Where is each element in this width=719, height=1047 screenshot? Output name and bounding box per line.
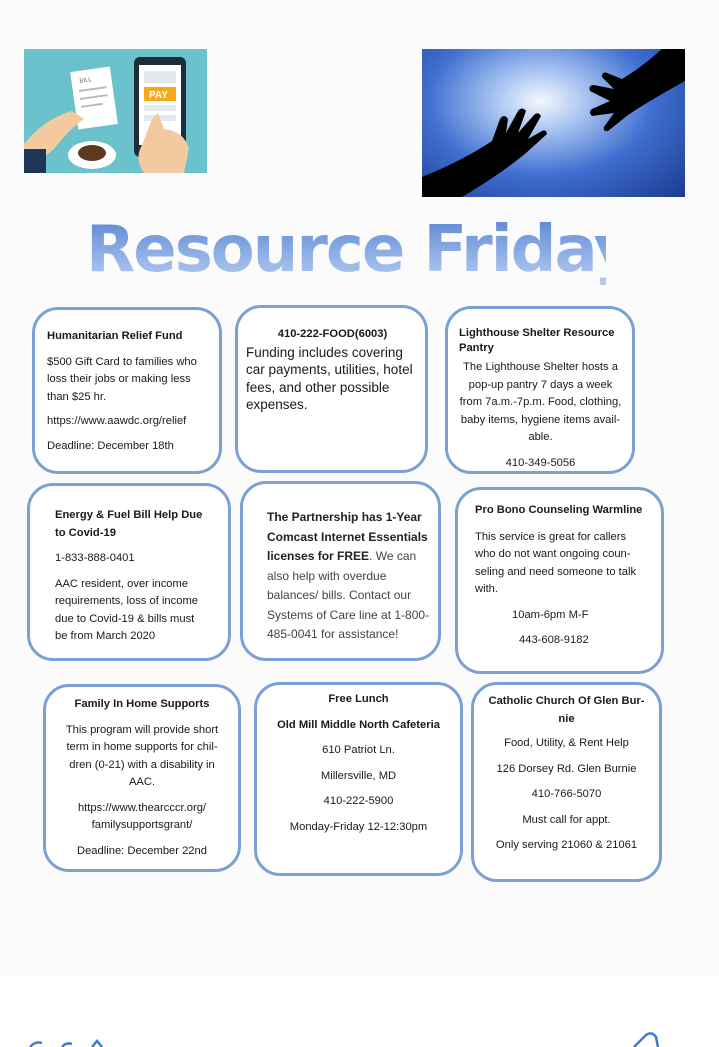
card-help: Food, Utility, & Rent Help bbox=[504, 737, 629, 749]
card-body: This service is great for callers who do not want ongoing coun-seling and need someone to talk with. bbox=[475, 530, 637, 595]
bill-payment-illustration bbox=[24, 49, 207, 173]
card-subtitle: Old Mill Middle North Cafeteria bbox=[277, 718, 440, 731]
card-address: 126 Dorsey Rd. Glen Burnie bbox=[496, 762, 637, 775]
card-phone: 1-833-888-0401 bbox=[55, 552, 135, 564]
card-title: Energy & Fuel Bill Help Due to Covid-19 bbox=[55, 509, 203, 539]
card-title: Pro Bono Counseling Warmline bbox=[475, 504, 643, 516]
card-lighthouse-pantry bbox=[445, 306, 635, 474]
card-title: 410-222-FOOD(6003) bbox=[277, 328, 388, 340]
card-phone: 410-766-5070 bbox=[531, 788, 602, 800]
card-title: The Partnership has 1-Year Comcast Internet Essentials licenses for FREE bbox=[267, 510, 428, 563]
pay-label: PAY bbox=[149, 90, 168, 101]
card-body: $500 Gift Card to families who loss their jobs or making less than $25 hr. bbox=[47, 355, 197, 403]
card-deadline: Deadline: December 22nd bbox=[77, 844, 207, 857]
card-city: Millersville, MD bbox=[320, 769, 397, 782]
card-energy-fuel bbox=[27, 483, 231, 661]
card-deadline: Deadline: December 18th bbox=[47, 439, 174, 452]
card-body: . We can also help with overdue balances/ bills. Contact our Systems of Care line at 1-800-485-0041 for assistance! bbox=[267, 549, 430, 641]
card-body: AAC resident, over income requirements, loss of income due to Covid-19 & bills must be from March 2020 bbox=[55, 577, 199, 642]
card-phone: 410-222-5900 bbox=[323, 795, 394, 807]
card-body: The Lighthouse Shelter hosts a pop-up pantry 7 days a week from 7a.m.-7p.m. Food, clothing, baby items, hygiene items avail-able. bbox=[459, 361, 622, 443]
card-hours: 10am-6pm M-F bbox=[512, 608, 589, 621]
card-body: This program will provide short term in home supports for chil-dren (0-21) with a disability in AAC. bbox=[65, 723, 219, 788]
bill-label: BILL bbox=[79, 77, 93, 85]
card-probono-counseling bbox=[455, 487, 664, 674]
card-phone: 410-349-5056 bbox=[505, 456, 576, 469]
card-partnership bbox=[240, 481, 441, 661]
reaching-hands-photo bbox=[422, 49, 685, 197]
card-address: 610 Patriot Ln. bbox=[322, 744, 395, 756]
card-title: Free Lunch bbox=[328, 693, 389, 705]
card-note: Must call for appt. bbox=[522, 813, 611, 826]
card-hours: Monday-Friday 12-12:30pm bbox=[289, 820, 428, 833]
card-body: Funding includes covering car payments, utilities, hotel fees, and other possible expenses. bbox=[246, 344, 413, 412]
card-free-lunch bbox=[254, 682, 463, 876]
card-family-supports bbox=[43, 684, 241, 872]
card-food-line bbox=[235, 305, 428, 473]
reaching-hands-icon bbox=[422, 49, 685, 197]
card-link[interactable]: https://www.aawdc.org/relief bbox=[47, 415, 187, 427]
card-catholic-church bbox=[471, 682, 662, 882]
card-phone: 443-608-9182 bbox=[519, 634, 589, 646]
card-humanitarian-relief bbox=[32, 307, 222, 474]
footer-strip bbox=[0, 975, 719, 1047]
card-serving: Only serving 21060 & 21061 bbox=[495, 839, 638, 851]
card-title: Humanitarian Relief Fund bbox=[47, 330, 183, 342]
page-title: Resource Friday bbox=[86, 205, 606, 295]
card-title: Catholic Church Of Glen Bur-nie bbox=[488, 695, 645, 725]
card-link[interactable]: https://www.thearcccr.org/ familysupportsgrant/ bbox=[77, 801, 207, 831]
card-title: Lighthouse Shelter Resource Pantry bbox=[459, 327, 615, 354]
card-title: Family In Home Supports bbox=[74, 698, 210, 710]
partial-bottom-icon bbox=[0, 975, 719, 1047]
